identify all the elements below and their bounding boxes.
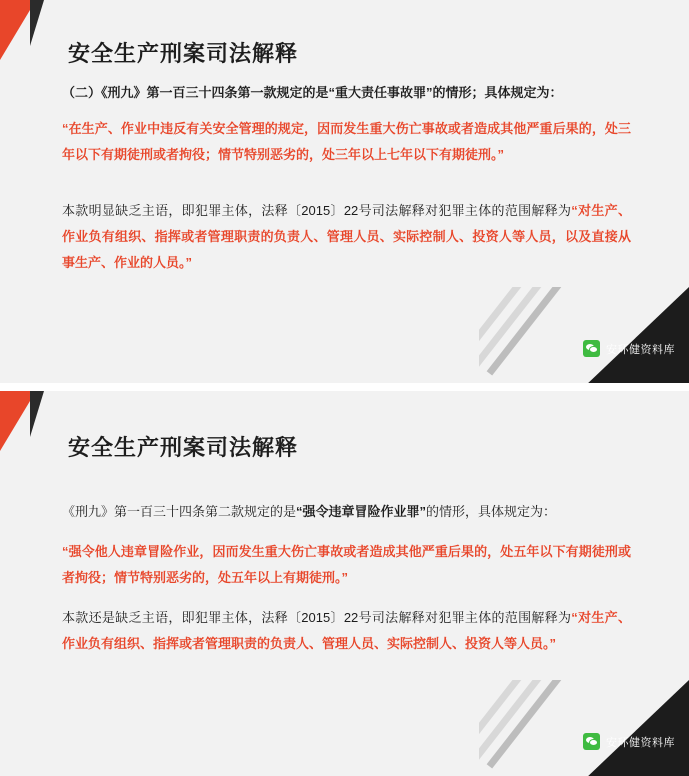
corner-stripes-decoration — [479, 287, 689, 383]
card-divider — [0, 383, 689, 391]
slide-card-2 — [0, 391, 689, 776]
quoted-provision: “强令他人违章冒险作业，因而发生重大伤亡事故或者造成其他严重后果的，处五年以下有期徒刑或者拘役；情节特别恶劣的，处五年以上有期徒刑。” — [62, 544, 631, 585]
brand-name: 安环健资料库 — [606, 343, 675, 356]
brand-watermark — [583, 340, 675, 357]
corner-accent-icon — [0, 0, 60, 60]
corner-accent-icon — [0, 391, 60, 451]
page-title: 安全生产刑案司法解释 — [68, 434, 299, 460]
explanation: 本款明显缺乏主语，即犯罪主体，法释〔2015〕22号司法解释对犯罪主体的范围解释为“对生产、作业负有组织、指挥或者管理职责的负责人、管理人员、实际控制人、投资人等人员，以及直接从事生产、作业的人员。” — [62, 203, 631, 270]
slide-card-1 — [0, 0, 689, 383]
explanation: 本款还是缺乏主语，即犯罪主体，法释〔2015〕22号司法解释对犯罪主体的范围解释为“对生产、作业负有组织、指挥或者管理职责的负责人、管理人员、实际控制人、投资人等人员。” — [62, 610, 631, 651]
clause-heading: 《刑九》第一百三十四条第二款规定的是“强令违章冒险作业罪”的情形，具体规定为： — [62, 504, 557, 519]
wechat-icon — [583, 733, 600, 750]
brand-name: 安环健资料库 — [606, 736, 675, 749]
page-title: 安全生产刑案司法解释 — [68, 40, 299, 66]
wechat-icon — [583, 340, 600, 357]
card-1-body — [62, 80, 631, 290]
clause-heading: （二）《刑九》第一百三十四条第一款规定的是“重大责任事故罪”的情形；具体规定为： — [62, 85, 563, 100]
quoted-provision: “在生产、作业中违反有关安全管理的规定，因而发生重大伤亡事故或者造成其他严重后果的，处三年以下有期徒刑或者拘役；情节特别恶劣的，处三年以上七年以下有期徒刑。” — [62, 121, 631, 162]
corner-stripes-decoration — [479, 680, 689, 776]
card-2-body — [62, 469, 631, 671]
brand-watermark — [583, 733, 675, 750]
